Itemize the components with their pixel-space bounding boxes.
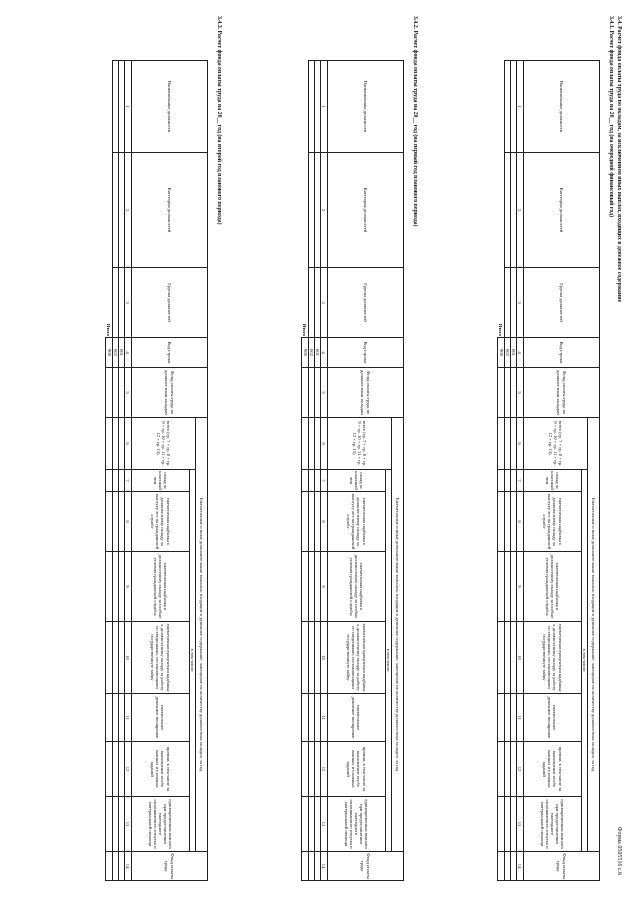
cell[interactable] [510,622,516,694]
column-number-row [516,61,523,881]
cell[interactable] [118,622,124,694]
col-num: 7 [320,470,327,492]
header-fund-salaries: Фонд оплаты труда по должностным окладам [523,368,599,418]
header-col-11: ежемесячное денежное поощрение [327,694,385,742]
header-group: Группа должностей [131,268,207,338]
header-code: Код строки [523,338,599,368]
header-col-7: оклад за классный чин [131,470,189,492]
total-code: 900 [302,338,308,368]
header-col-9: ежемесячная надбавка к должностному окладу за особые условия гражданской службы [523,552,581,622]
cell[interactable] [510,742,516,797]
cell[interactable] [112,852,118,881]
cell[interactable] [118,61,124,153]
column-number-row [124,61,131,881]
cell[interactable] [302,368,308,418]
section-table-3 [105,60,208,881]
cell[interactable] [118,418,124,470]
col-num: 14 [320,852,327,881]
table-row [510,61,516,881]
header-other-payments: Ежемесячные и иные дополнительные выплаты, входящие в денежное содержание, замещение по количеству должностных окладов, за год [196,418,208,852]
col-num: 10 [320,622,327,694]
header-other-payments: Ежемесячные и иные дополнительные выплаты, входящие в денежное содержание, замещение по количеству должностных окладов, за год [588,418,600,852]
header-code: Код строки [131,338,207,368]
col-num: 5 [320,368,327,418]
header-col-9: ежемесячная надбавка к должностному окладу за особые условия гражданской службы [131,552,189,622]
row-code: 001 [510,338,516,368]
header-fund-salaries: Фонд оплаты труда по должностным окладам [327,368,403,418]
col-num: 12 [124,742,131,797]
header-col-12: премии, в том числе за выполнение особо важных и сложных заданий [523,742,581,797]
table-row [308,61,314,881]
col-num: 2 [320,153,327,268]
table-row [118,61,124,881]
cell[interactable] [302,622,308,694]
cell[interactable] [504,470,510,492]
cell[interactable] [498,418,504,470]
header-fund-total: Фонд оплаты труда [131,852,207,881]
cell[interactable] [308,797,314,852]
cell[interactable] [308,622,314,694]
cell[interactable] [118,852,124,881]
header-col-10: ежемесячная процентная надбавка к должностному окладу за работу со сведениями, составляющими государственную тайну [131,622,189,694]
header-col-13: единовременная выплата при предоставлении ежегодного оплачиваемого отпуска и материальной помощи [523,797,581,852]
row-code: 002 [112,338,118,368]
header-total: всего (гр. 7 + гр. 8 + гр. 9 + гр. 10 + гр. 11 + гр. 12 + гр. 13) [327,418,391,470]
total-code: 900 [106,338,112,368]
cell[interactable] [308,268,314,338]
row-code: 001 [118,338,124,368]
cell[interactable] [118,694,124,742]
header-col-7: оклад за классный чин [327,470,385,492]
cell[interactable] [504,268,510,338]
col-num: 1 [320,61,327,153]
header-category: Категория должностей [523,153,599,268]
header-col-9: ежемесячная надбавка к должностному окладу за особые условия гражданской службы [327,552,385,622]
col-num: 5 [124,368,131,418]
col-num: 4 [516,338,523,368]
cell[interactable] [510,61,516,153]
header-category: Категория должностей [131,153,207,268]
cell[interactable] [112,268,118,338]
total-row [302,61,308,881]
col-num: 6 [124,418,131,470]
cell[interactable] [106,492,112,552]
cell[interactable] [308,742,314,797]
cell[interactable] [118,268,124,338]
header-col-12: премии, в том числе за выполнение особо важных и сложных заданий [327,742,385,797]
cell[interactable] [314,470,320,492]
total-label: Итого [302,323,308,336]
total-row [498,61,504,881]
header-other-payments: Ежемесячные и иные дополнительные выплаты, входящие в денежное содержание, замещение по количеству должностных окладов, за год [392,418,404,852]
row-code: 002 [504,338,510,368]
section-table-2 [301,60,404,881]
header-col-13: единовременная выплата при предоставлении ежегодного оплачиваемого отпуска и материальной помощи [327,797,385,852]
col-num: 14 [516,852,523,881]
cell[interactable] [504,852,510,881]
cell[interactable] [504,368,510,418]
total-code: 900 [498,338,504,368]
col-num: 9 [516,552,523,622]
cell[interactable] [498,552,504,622]
cell[interactable] [106,797,112,852]
cell[interactable] [510,797,516,852]
col-num: 4 [124,338,131,368]
cell[interactable] [504,694,510,742]
col-num: 9 [124,552,131,622]
col-num: 12 [516,742,523,797]
header-col-11: ежемесячное денежное поощрение [131,694,189,742]
section-table-1 [497,60,600,881]
cell[interactable] [302,742,308,797]
section-main-title: 3.4. Расчет фонда оплаты труда по окладам, за исключением иных выплат, входящих в денежное содержание [616,16,622,303]
cell[interactable] [510,418,516,470]
cell[interactable] [118,470,124,492]
cell[interactable] [308,552,314,622]
cell[interactable] [118,153,124,268]
col-num: 9 [320,552,327,622]
section-title-1: 3.4.1. Расчет фонда оплаты труда на 20__ год (на очередной финансовый год) [608,16,614,218]
cell[interactable] [302,470,308,492]
cell[interactable] [112,470,118,492]
section-title-3: 3.4.3. Расчет фонда оплаты труда на 20__ год (на второй год планового периода) [216,16,222,225]
col-num: 13 [516,797,523,852]
cell[interactable] [308,694,314,742]
cell[interactable] [314,797,320,852]
cell[interactable] [314,742,320,797]
cell[interactable] [118,368,124,418]
cell[interactable] [498,852,504,881]
cell[interactable] [510,552,516,622]
cell[interactable] [314,268,320,338]
cell[interactable] [308,470,314,492]
header-col-8: ежемесячная надбавка к должностному окладу за выслугу лет на гражданской службе [523,492,581,552]
row-code: 001 [314,338,320,368]
cell[interactable] [504,492,510,552]
col-num: 12 [320,742,327,797]
cell[interactable] [106,552,112,622]
header-col-7: оклад за классный чин [523,470,581,492]
row-code: 002 [308,338,314,368]
header-fund-salaries: Фонд оплаты труда по должностным окладам [131,368,207,418]
cell[interactable] [504,797,510,852]
header-name-position: Наименование должности [523,61,599,153]
cell[interactable] [112,368,118,418]
col-num: 2 [516,153,523,268]
header-col-8: ежемесячная надбавка к должностному окладу за выслугу лет на гражданской службе [327,492,385,552]
col-num: 8 [124,492,131,552]
cell[interactable] [302,797,308,852]
cell[interactable] [302,852,308,881]
cell[interactable] [504,153,510,268]
header-including: в том числе: [385,470,391,852]
col-num: 11 [124,694,131,742]
header-including: в том числе: [581,470,587,852]
cell[interactable] [510,470,516,492]
col-num: 13 [320,797,327,852]
cell[interactable] [308,153,314,268]
header-col-11: ежемесячное денежное поощрение [523,694,581,742]
cell[interactable] [314,492,320,552]
header-total: всего (гр. 7 + гр. 8 + гр. 9 + гр. 10 + гр. 11 + гр. 12 + гр. 13) [523,418,587,470]
cell[interactable] [314,694,320,742]
header-total: всего (гр. 7 + гр. 8 + гр. 9 + гр. 10 + гр. 11 + гр. 12 + гр. 13) [131,418,195,470]
header-category: Категория должностей [327,153,403,268]
header-code: Код строки [327,338,403,368]
cell[interactable] [112,552,118,622]
col-num: 1 [124,61,131,153]
header-fund-total: Фонд оплаты труда [327,852,403,881]
cell[interactable] [498,470,504,492]
cell[interactable] [112,622,118,694]
cell[interactable] [314,852,320,881]
cell[interactable] [504,61,510,153]
cell[interactable] [498,622,504,694]
cell[interactable] [106,622,112,694]
col-num: 1 [516,61,523,153]
cell[interactable] [504,622,510,694]
section-title-2: 3.4.2. Расчет фонда оплаты труда на 20__ год (на первый год планового периода) [412,16,418,227]
header-group: Группа должностей [523,268,599,338]
header-col-8: ежемесячная надбавка к должностному окладу за выслугу лет на гражданской службе [131,492,189,552]
cell[interactable] [498,492,504,552]
cell[interactable] [308,418,314,470]
table-row [504,61,510,881]
col-num: 3 [124,268,131,338]
column-number-row [320,61,327,881]
header-name-position: Наименование должности [131,61,207,153]
form-code: Форма 0505516 с.6 [616,826,622,875]
total-label: Итого [106,323,112,336]
cell[interactable] [504,742,510,797]
col-num: 2 [124,153,131,268]
col-num: 10 [124,622,131,694]
cell[interactable] [510,153,516,268]
header-name-position: Наименование должности [327,61,403,153]
col-num: 4 [320,338,327,368]
table-row [112,61,118,881]
cell[interactable] [302,492,308,552]
cell[interactable] [106,418,112,470]
cell[interactable] [308,61,314,153]
cell[interactable] [314,61,320,153]
col-num: 11 [320,694,327,742]
col-num: 11 [516,694,523,742]
cell[interactable] [314,153,320,268]
cell[interactable] [118,492,124,552]
header-group: Группа должностей [327,268,403,338]
cell[interactable] [308,492,314,552]
col-num: 7 [124,470,131,492]
cell[interactable] [510,268,516,338]
cell[interactable] [510,492,516,552]
cell[interactable] [106,694,112,742]
col-num: 6 [320,418,327,470]
cell[interactable] [314,552,320,622]
cell[interactable] [498,694,504,742]
col-num: 10 [516,622,523,694]
col-num: 8 [516,492,523,552]
col-num: 5 [516,368,523,418]
col-num: 8 [320,492,327,552]
header-col-10: ежемесячная процентная надбавка к должностному окладу за работу со сведениями, составляющими государственную тайну [523,622,581,694]
cell[interactable] [118,797,124,852]
cell[interactable] [106,470,112,492]
col-num: 13 [124,797,131,852]
cell[interactable] [314,418,320,470]
cell[interactable] [308,368,314,418]
cell[interactable] [504,552,510,622]
header-including: в том числе: [189,470,195,852]
cell[interactable] [112,61,118,153]
cell[interactable] [308,852,314,881]
col-num: 14 [124,852,131,881]
cell[interactable] [112,797,118,852]
header-col-10: ежемесячная процентная надбавка к должностному окладу за работу со сведениями, составляющими государственную тайну [327,622,385,694]
cell[interactable] [498,797,504,852]
cell[interactable] [504,418,510,470]
cell[interactable] [302,418,308,470]
total-row [106,61,112,881]
cell[interactable] [112,492,118,552]
cell[interactable] [106,742,112,797]
cell[interactable] [314,368,320,418]
cell[interactable] [118,552,124,622]
col-num: 6 [516,418,523,470]
cell[interactable] [112,153,118,268]
cell[interactable] [302,694,308,742]
cell[interactable] [498,368,504,418]
col-num: 3 [516,268,523,338]
cell[interactable] [314,622,320,694]
cell[interactable] [510,852,516,881]
cell[interactable] [112,418,118,470]
table-row [314,61,320,881]
col-num: 3 [320,268,327,338]
header-col-12: премии, в том числе за выполнение особо важных и сложных заданий [131,742,189,797]
cell[interactable] [302,552,308,622]
header-col-13: единовременная выплата при предоставлении ежегодного оплачиваемого отпуска и материальной помощи [131,797,189,852]
col-num: 7 [516,470,523,492]
cell[interactable] [498,742,504,797]
cell[interactable] [510,694,516,742]
cell[interactable] [106,368,112,418]
total-label: Итого [498,323,504,336]
cell[interactable] [510,368,516,418]
cell[interactable] [106,852,112,881]
header-fund-total: Фонд оплаты труда [523,852,599,881]
cell[interactable] [118,742,124,797]
cell[interactable] [112,694,118,742]
cell[interactable] [112,742,118,797]
